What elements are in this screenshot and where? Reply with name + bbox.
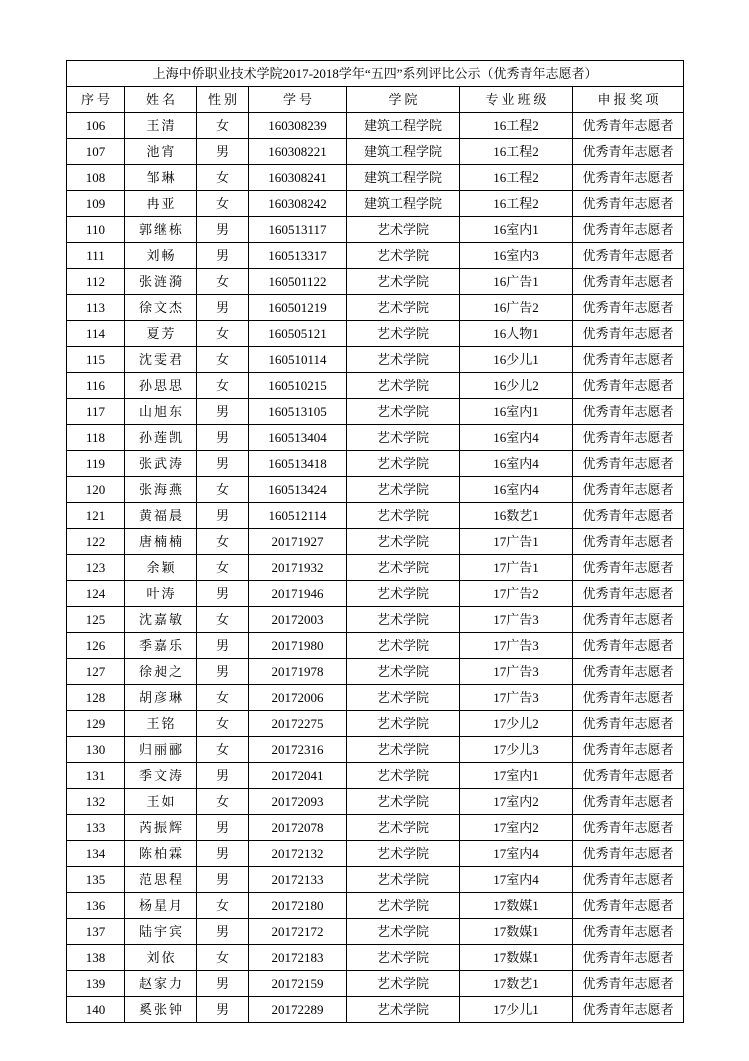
- cell-gender: 女: [197, 945, 249, 971]
- cell-name: 夏芳: [125, 321, 197, 347]
- cell-student-id: 20171946: [249, 581, 347, 607]
- table-row: [67, 269, 684, 295]
- cell-award: 优秀青年志愿者: [573, 555, 684, 581]
- cell-index: 125: [67, 607, 125, 633]
- cell-index: 119: [67, 451, 125, 477]
- cell-index: 132: [67, 789, 125, 815]
- column-header-name: 姓名: [125, 87, 197, 113]
- cell-award: 优秀青年志愿者: [573, 347, 684, 373]
- table-row: [67, 165, 684, 191]
- cell-name: 刘畅: [125, 243, 197, 269]
- cell-name: 奚张钟: [125, 997, 197, 1023]
- cell-college: 建筑工程学院: [347, 113, 460, 139]
- cell-index: 138: [67, 945, 125, 971]
- cell-gender: 女: [197, 373, 249, 399]
- cell-student-id: 160501122: [249, 269, 347, 295]
- cell-name: 邹琳: [125, 165, 197, 191]
- cell-student-id: 160510114: [249, 347, 347, 373]
- cell-student-id: 160513424: [249, 477, 347, 503]
- cell-gender: 男: [197, 841, 249, 867]
- cell-gender: 女: [197, 321, 249, 347]
- table-row: [67, 997, 684, 1023]
- cell-college: 建筑工程学院: [347, 139, 460, 165]
- cell-college: 艺术学院: [347, 789, 460, 815]
- cell-award: 优秀青年志愿者: [573, 217, 684, 243]
- cell-index: 131: [67, 763, 125, 789]
- cell-gender: 男: [197, 295, 249, 321]
- cell-class: 17广告1: [460, 555, 573, 581]
- cell-name: 张武涛: [125, 451, 197, 477]
- cell-award: 优秀青年志愿者: [573, 113, 684, 139]
- cell-award: 优秀青年志愿者: [573, 919, 684, 945]
- cell-index: 129: [67, 711, 125, 737]
- cell-award: 优秀青年志愿者: [573, 139, 684, 165]
- table-row: [67, 659, 684, 685]
- cell-class: 16广告2: [460, 295, 573, 321]
- cell-college: 建筑工程学院: [347, 165, 460, 191]
- cell-name: 赵家力: [125, 971, 197, 997]
- cell-index: 111: [67, 243, 125, 269]
- cell-award: 优秀青年志愿者: [573, 295, 684, 321]
- column-header-student-id: 学号: [249, 87, 347, 113]
- cell-class: 16室内4: [460, 451, 573, 477]
- cell-gender: 男: [197, 451, 249, 477]
- cell-student-id: 20172093: [249, 789, 347, 815]
- cell-award: 优秀青年志愿者: [573, 321, 684, 347]
- cell-class: 16工程2: [460, 165, 573, 191]
- cell-award: 优秀青年志愿者: [573, 425, 684, 451]
- cell-student-id: 160513418: [249, 451, 347, 477]
- cell-class: 16室内3: [460, 243, 573, 269]
- table-row: [67, 841, 684, 867]
- cell-index: 122: [67, 529, 125, 555]
- cell-college: 艺术学院: [347, 321, 460, 347]
- cell-award: 优秀青年志愿者: [573, 269, 684, 295]
- cell-student-id: 20172180: [249, 893, 347, 919]
- cell-gender: 男: [197, 139, 249, 165]
- cell-index: 128: [67, 685, 125, 711]
- cell-gender: 男: [197, 997, 249, 1023]
- cell-college: 艺术学院: [347, 763, 460, 789]
- cell-student-id: 20172003: [249, 607, 347, 633]
- cell-class: 17少儿1: [460, 997, 573, 1023]
- cell-class: 17少儿2: [460, 711, 573, 737]
- cell-class: 17广告3: [460, 633, 573, 659]
- cell-class: 16工程2: [460, 113, 573, 139]
- cell-gender: 女: [197, 607, 249, 633]
- cell-name: 郭继栋: [125, 217, 197, 243]
- cell-name: 冉亚: [125, 191, 197, 217]
- table-row: [67, 763, 684, 789]
- cell-award: 优秀青年志愿者: [573, 529, 684, 555]
- table-body: [67, 61, 684, 1023]
- cell-award: 优秀青年志愿者: [573, 451, 684, 477]
- cell-award: 优秀青年志愿者: [573, 399, 684, 425]
- cell-college: 艺术学院: [347, 607, 460, 633]
- cell-gender: 女: [197, 165, 249, 191]
- cell-award: 优秀青年志愿者: [573, 503, 684, 529]
- table-row: [67, 737, 684, 763]
- cell-student-id: 20172183: [249, 945, 347, 971]
- cell-name: 杨星月: [125, 893, 197, 919]
- cell-college: 艺术学院: [347, 815, 460, 841]
- cell-student-id: 160510215: [249, 373, 347, 399]
- cell-class: 16室内4: [460, 477, 573, 503]
- table-row: [67, 373, 684, 399]
- cell-student-id: 20172159: [249, 971, 347, 997]
- cell-student-id: 20172006: [249, 685, 347, 711]
- cell-index: 115: [67, 347, 125, 373]
- column-header-award: 申报奖项: [573, 87, 684, 113]
- cell-class: 17室内4: [460, 841, 573, 867]
- table-title-row: [67, 61, 684, 87]
- cell-award: 优秀青年志愿者: [573, 659, 684, 685]
- cell-name: 黄福晨: [125, 503, 197, 529]
- table-header-row: [67, 87, 684, 113]
- cell-gender: 女: [197, 711, 249, 737]
- cell-name: 王清: [125, 113, 197, 139]
- table-row: [67, 867, 684, 893]
- page-title: 上海中侨职业技术学院2017-2018学年“五四”系列评比公示（优秀青年志愿者）: [67, 61, 684, 87]
- cell-gender: 女: [197, 113, 249, 139]
- cell-student-id: 20172316: [249, 737, 347, 763]
- cell-gender: 女: [197, 347, 249, 373]
- cell-name: 沈嘉敏: [125, 607, 197, 633]
- cell-class: 17广告3: [460, 607, 573, 633]
- cell-student-id: 160308239: [249, 113, 347, 139]
- cell-index: 112: [67, 269, 125, 295]
- cell-name: 范思程: [125, 867, 197, 893]
- cell-index: 108: [67, 165, 125, 191]
- cell-gender: 男: [197, 399, 249, 425]
- cell-class: 17室内2: [460, 815, 573, 841]
- cell-student-id: 20172132: [249, 841, 347, 867]
- cell-name: 胡彦琳: [125, 685, 197, 711]
- table-row: [67, 529, 684, 555]
- cell-class: 16人物1: [460, 321, 573, 347]
- cell-index: 135: [67, 867, 125, 893]
- table-row: [67, 243, 684, 269]
- cell-index: 110: [67, 217, 125, 243]
- table-row: [67, 919, 684, 945]
- cell-name: 池宵: [125, 139, 197, 165]
- cell-class: 17数媒1: [460, 919, 573, 945]
- cell-gender: 男: [197, 815, 249, 841]
- cell-student-id: 20172041: [249, 763, 347, 789]
- table-row: [67, 711, 684, 737]
- table-row: [67, 633, 684, 659]
- cell-gender: 女: [197, 555, 249, 581]
- cell-class: 17少儿3: [460, 737, 573, 763]
- cell-college: 艺术学院: [347, 269, 460, 295]
- cell-student-id: 160308241: [249, 165, 347, 191]
- cell-index: 114: [67, 321, 125, 347]
- cell-class: 17室内2: [460, 789, 573, 815]
- publicity-table: [66, 60, 684, 1023]
- cell-student-id: 160513105: [249, 399, 347, 425]
- cell-college: 艺术学院: [347, 997, 460, 1023]
- cell-class: 16室内1: [460, 217, 573, 243]
- cell-name: 山旭东: [125, 399, 197, 425]
- cell-college: 艺术学院: [347, 503, 460, 529]
- cell-student-id: 20171978: [249, 659, 347, 685]
- table-row: [67, 503, 684, 529]
- cell-student-id: 20171932: [249, 555, 347, 581]
- cell-index: 116: [67, 373, 125, 399]
- cell-college: 艺术学院: [347, 841, 460, 867]
- table-row: [67, 945, 684, 971]
- cell-index: 126: [67, 633, 125, 659]
- table-row: [67, 815, 684, 841]
- cell-college: 艺术学院: [347, 425, 460, 451]
- cell-gender: 女: [197, 191, 249, 217]
- table-row: [67, 321, 684, 347]
- cell-award: 优秀青年志愿者: [573, 763, 684, 789]
- column-header-index: 序号: [67, 87, 125, 113]
- cell-gender: 女: [197, 893, 249, 919]
- cell-college: 艺术学院: [347, 633, 460, 659]
- cell-award: 优秀青年志愿者: [573, 841, 684, 867]
- table-row: [67, 581, 684, 607]
- cell-student-id: 20172172: [249, 919, 347, 945]
- cell-gender: 女: [197, 269, 249, 295]
- cell-name: 王铭: [125, 711, 197, 737]
- cell-award: 优秀青年志愿者: [573, 945, 684, 971]
- cell-index: 134: [67, 841, 125, 867]
- column-header-gender: 性别: [197, 87, 249, 113]
- cell-index: 107: [67, 139, 125, 165]
- cell-index: 130: [67, 737, 125, 763]
- cell-student-id: 20172289: [249, 997, 347, 1023]
- table-row: [67, 555, 684, 581]
- table-row: [67, 425, 684, 451]
- cell-index: 109: [67, 191, 125, 217]
- cell-college: 艺术学院: [347, 295, 460, 321]
- cell-college: 艺术学院: [347, 919, 460, 945]
- cell-index: 124: [67, 581, 125, 607]
- cell-class: 16室内4: [460, 425, 573, 451]
- cell-award: 优秀青年志愿者: [573, 191, 684, 217]
- cell-gender: 男: [197, 971, 249, 997]
- cell-index: 113: [67, 295, 125, 321]
- cell-gender: 男: [197, 633, 249, 659]
- cell-name: 张涟漪: [125, 269, 197, 295]
- table-row: [67, 295, 684, 321]
- cell-name: 张海燕: [125, 477, 197, 503]
- cell-class: 16工程2: [460, 139, 573, 165]
- cell-index: 123: [67, 555, 125, 581]
- cell-gender: 男: [197, 581, 249, 607]
- table-row: [67, 217, 684, 243]
- table-row: [67, 451, 684, 477]
- cell-name: 唐楠楠: [125, 529, 197, 555]
- cell-student-id: 160501219: [249, 295, 347, 321]
- cell-gender: 男: [197, 503, 249, 529]
- table-row: [67, 399, 684, 425]
- cell-college: 艺术学院: [347, 529, 460, 555]
- cell-name: 余颖: [125, 555, 197, 581]
- cell-award: 优秀青年志愿者: [573, 373, 684, 399]
- table-row: [67, 789, 684, 815]
- cell-award: 优秀青年志愿者: [573, 243, 684, 269]
- cell-student-id: 160505121: [249, 321, 347, 347]
- cell-index: 120: [67, 477, 125, 503]
- cell-award: 优秀青年志愿者: [573, 685, 684, 711]
- cell-award: 优秀青年志愿者: [573, 789, 684, 815]
- cell-award: 优秀青年志愿者: [573, 815, 684, 841]
- table-row: [67, 971, 684, 997]
- cell-index: 127: [67, 659, 125, 685]
- cell-class: 16室内1: [460, 399, 573, 425]
- table-row: [67, 347, 684, 373]
- cell-college: 艺术学院: [347, 711, 460, 737]
- table-row: [67, 477, 684, 503]
- cell-student-id: 160308242: [249, 191, 347, 217]
- cell-index: 139: [67, 971, 125, 997]
- cell-class: 16少儿1: [460, 347, 573, 373]
- cell-college: 艺术学院: [347, 581, 460, 607]
- cell-gender: 男: [197, 763, 249, 789]
- cell-gender: 女: [197, 789, 249, 815]
- cell-award: 优秀青年志愿者: [573, 867, 684, 893]
- cell-name: 徐文杰: [125, 295, 197, 321]
- cell-college: 艺术学院: [347, 685, 460, 711]
- cell-award: 优秀青年志愿者: [573, 711, 684, 737]
- table-row: [67, 893, 684, 919]
- cell-class: 17数艺1: [460, 971, 573, 997]
- cell-student-id: 20172133: [249, 867, 347, 893]
- cell-student-id: 20172275: [249, 711, 347, 737]
- cell-award: 优秀青年志愿者: [573, 997, 684, 1023]
- cell-student-id: 20171927: [249, 529, 347, 555]
- cell-college: 艺术学院: [347, 451, 460, 477]
- cell-award: 优秀青年志愿者: [573, 165, 684, 191]
- cell-college: 艺术学院: [347, 971, 460, 997]
- cell-name: 孙莲凯: [125, 425, 197, 451]
- cell-name: 陈柏霖: [125, 841, 197, 867]
- cell-gender: 男: [197, 243, 249, 269]
- cell-name: 叶涛: [125, 581, 197, 607]
- cell-college: 艺术学院: [347, 659, 460, 685]
- cell-class: 17室内1: [460, 763, 573, 789]
- cell-name: 陆宇宾: [125, 919, 197, 945]
- cell-gender: 男: [197, 919, 249, 945]
- cell-student-id: 20172078: [249, 815, 347, 841]
- cell-class: 17室内4: [460, 867, 573, 893]
- cell-college: 艺术学院: [347, 737, 460, 763]
- cell-gender: 男: [197, 867, 249, 893]
- cell-index: 118: [67, 425, 125, 451]
- cell-student-id: 160513117: [249, 217, 347, 243]
- cell-college: 艺术学院: [347, 243, 460, 269]
- cell-index: 133: [67, 815, 125, 841]
- cell-gender: 男: [197, 217, 249, 243]
- cell-college: 建筑工程学院: [347, 191, 460, 217]
- cell-class: 16数艺1: [460, 503, 573, 529]
- table-row: [67, 685, 684, 711]
- cell-award: 优秀青年志愿者: [573, 581, 684, 607]
- cell-class: 17数媒1: [460, 945, 573, 971]
- cell-college: 艺术学院: [347, 945, 460, 971]
- cell-college: 艺术学院: [347, 399, 460, 425]
- table-row: [67, 191, 684, 217]
- cell-award: 优秀青年志愿者: [573, 893, 684, 919]
- cell-class: 17广告1: [460, 529, 573, 555]
- cell-college: 艺术学院: [347, 555, 460, 581]
- cell-name: 王如: [125, 789, 197, 815]
- cell-name: 芮振辉: [125, 815, 197, 841]
- cell-class: 16工程2: [460, 191, 573, 217]
- cell-gender: 女: [197, 685, 249, 711]
- cell-college: 艺术学院: [347, 867, 460, 893]
- cell-college: 艺术学院: [347, 373, 460, 399]
- cell-gender: 男: [197, 425, 249, 451]
- table-row: [67, 139, 684, 165]
- cell-class: 17广告2: [460, 581, 573, 607]
- cell-name: 刘依: [125, 945, 197, 971]
- cell-college: 艺术学院: [347, 893, 460, 919]
- cell-name: 孙思思: [125, 373, 197, 399]
- cell-name: 季嘉乐: [125, 633, 197, 659]
- column-header-class: 专业班级: [460, 87, 573, 113]
- cell-class: 17广告3: [460, 685, 573, 711]
- cell-index: 121: [67, 503, 125, 529]
- cell-class: 16少儿2: [460, 373, 573, 399]
- cell-index: 136: [67, 893, 125, 919]
- cell-index: 106: [67, 113, 125, 139]
- cell-name: 季文涛: [125, 763, 197, 789]
- cell-student-id: 20171980: [249, 633, 347, 659]
- cell-college: 艺术学院: [347, 477, 460, 503]
- cell-name: 沈雯君: [125, 347, 197, 373]
- cell-class: 17广告3: [460, 659, 573, 685]
- cell-index: 117: [67, 399, 125, 425]
- cell-class: 16广告1: [460, 269, 573, 295]
- cell-gender: 女: [197, 737, 249, 763]
- cell-index: 137: [67, 919, 125, 945]
- cell-award: 优秀青年志愿者: [573, 971, 684, 997]
- cell-student-id: 160513317: [249, 243, 347, 269]
- cell-name: 徐昶之: [125, 659, 197, 685]
- cell-student-id: 160513404: [249, 425, 347, 451]
- cell-college: 艺术学院: [347, 347, 460, 373]
- cell-student-id: 160308221: [249, 139, 347, 165]
- cell-gender: 女: [197, 529, 249, 555]
- cell-student-id: 160512114: [249, 503, 347, 529]
- cell-gender: 女: [197, 477, 249, 503]
- cell-award: 优秀青年志愿者: [573, 477, 684, 503]
- cell-gender: 男: [197, 659, 249, 685]
- cell-award: 优秀青年志愿者: [573, 607, 684, 633]
- cell-college: 艺术学院: [347, 217, 460, 243]
- cell-index: 140: [67, 997, 125, 1023]
- table-row: [67, 607, 684, 633]
- table-row: [67, 113, 684, 139]
- column-header-college: 学院: [347, 87, 460, 113]
- cell-name: 归丽郦: [125, 737, 197, 763]
- cell-class: 17数媒1: [460, 893, 573, 919]
- cell-award: 优秀青年志愿者: [573, 633, 684, 659]
- cell-award: 优秀青年志愿者: [573, 737, 684, 763]
